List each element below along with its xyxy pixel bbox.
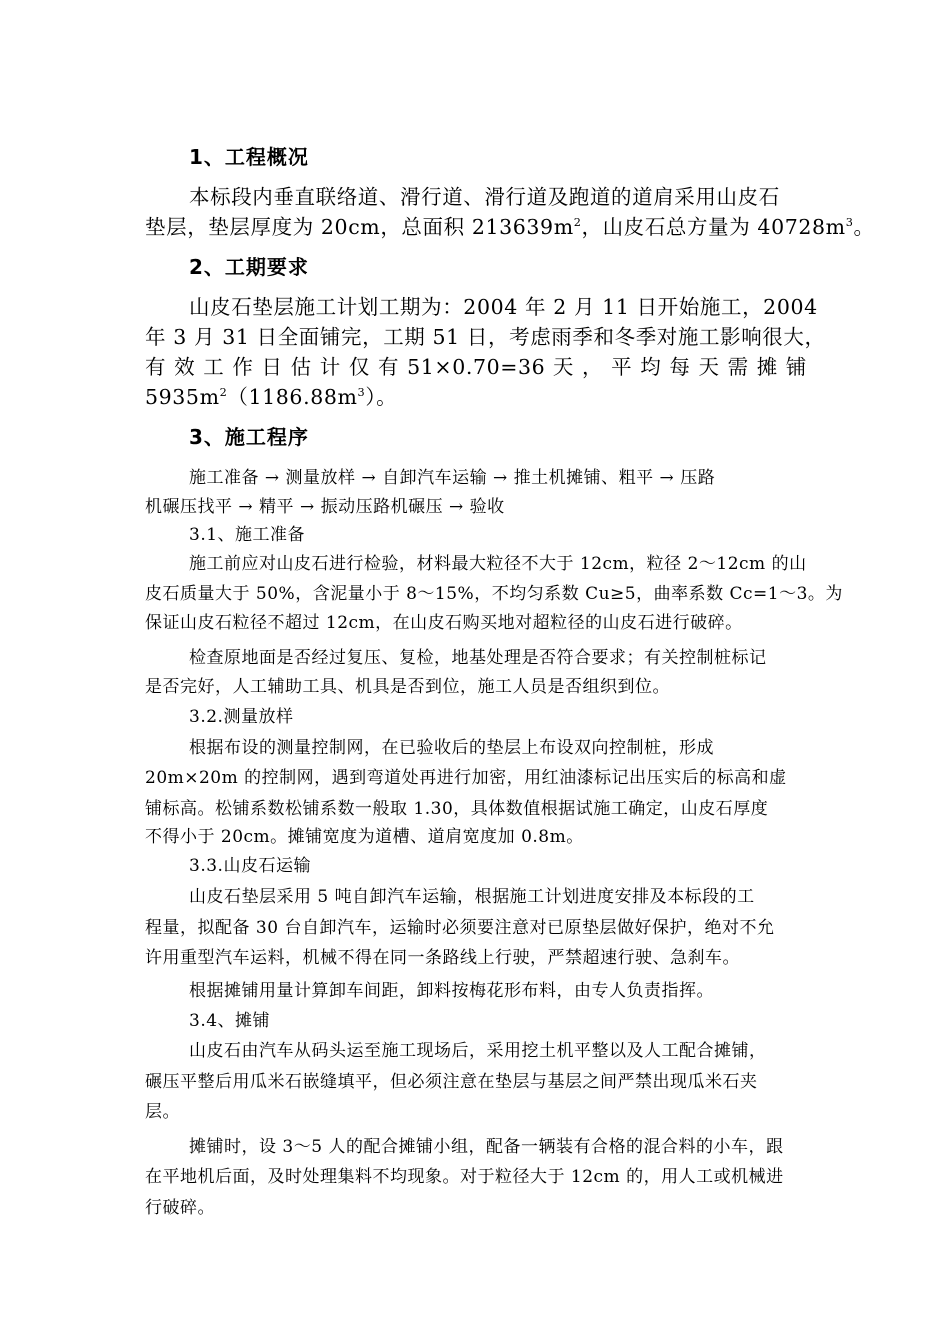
- subsection-title-spreading: 3.4、摊铺: [189, 1011, 271, 1031]
- overview-line-1: 本标段内垂直联络道、滑行道、滑行道及跑道的道肩采用山皮石: [189, 185, 780, 209]
- spreading-p2-line-2: 在平地机后面，及时处理集料不均现象。对于粒径大于 12cm 的，用人工或机械进: [145, 1167, 784, 1187]
- preparation-p1-line-1: 施工前应对山皮石进行检验，材料最大粒径不大于 12cm，粒径 2～12cm 的山: [189, 554, 807, 574]
- spreading-p1-line-1: 山皮石由汽车从码头运至施工现场后，采用挖土机平整以及人工配合摊铺，: [189, 1041, 767, 1061]
- subsection-title-transport: 3.3.山皮石运输: [189, 856, 311, 876]
- survey-p1-line-1: 根据布设的测量控制网，在已验收后的垫层上布设双向控制桩，形成: [189, 738, 714, 758]
- section-heading-schedule: 2、工期要求: [189, 255, 309, 279]
- spreading-p2-line-3: 行破碎。: [145, 1198, 215, 1218]
- procedure-flow-line-2: 机碾压找平 → 精平 → 振动压路机碾压 → 验收: [145, 497, 505, 517]
- schedule-line-2: 年 3 月 31 日全面铺完，工期 51 日，考虑雨季和冬季对施工影响很大，: [145, 325, 826, 349]
- survey-p1-line-4: 不得小于 20cm。摊铺宽度为道槽、道肩宽度加 0.8m。: [145, 827, 584, 847]
- transport-p1-line-2: 程量，拟配备 30 台自卸汽车，运输时必须要注意对已原垫层做好保护，绝对不允: [145, 918, 775, 938]
- section-heading-overview: 1、工程概况: [189, 145, 309, 169]
- preparation-p1-line-3: 保证山皮石粒径不超过 12cm，在山皮石购买地对超粒径的山皮石进行破碎。: [145, 613, 743, 633]
- preparation-p1-line-2: 皮石质量大于 50%，含泥量小于 8～15%，不均匀系数 Cu≥5，曲率系数 Cc=1～3。为: [145, 584, 843, 604]
- schedule-line-4: $5935m^2(1186.88m^3)$。: [145, 385, 398, 409]
- schedule-line-3: 有 效 工 作 日 估 计 仅 有 51×0.70=36 天 ， 平 均 每 天 需 摊 铺: [145, 355, 807, 379]
- schedule-line-1: 山皮石垫层施工计划工期为：2004 年 2 月 11 日开始施工，2004: [189, 295, 818, 319]
- spreading-p2-line-1: 摊铺时，设 3～5 人的配合摊铺小组，配备一辆装有合格的混合料的小车，跟: [189, 1137, 784, 1157]
- preparation-p2-line-2: 是否完好，人工辅助工具、机具是否到位，施工人员是否组织到位。: [145, 677, 670, 697]
- transport-p1-line-3: 许用重型汽车运料，机械不得在同一条路线上行驶，严禁超速行驶、急刹车。: [145, 948, 740, 968]
- transport-p1-line-1: 山皮石垫层采用 5 吨自卸汽车运输，根据施工计划进度安排及本标段的工: [189, 887, 755, 907]
- spreading-p1-line-3: 层。: [145, 1102, 180, 1122]
- section-heading-procedure: 3、施工程序: [189, 425, 309, 449]
- spreading-p1-line-2: 碾压平整后用瓜米石嵌缝填平，但必须注意在垫层与基层之间严禁出现瓜米石夹: [145, 1072, 758, 1092]
- survey-p1-line-2: 20m×20m 的控制网，遇到弯道处再进行加密，用红油漆标记出压实后的标高和虚: [145, 768, 787, 788]
- subsection-title-survey: 3.2.测量放样: [189, 707, 294, 727]
- subsection-title-preparation: 3.1、施工准备: [189, 525, 306, 545]
- preparation-p2-line-1: 检查原地面是否经过复压、复检，地基处理是否符合要求；有关控制桩标记: [189, 648, 767, 668]
- transport-p2-line-1: 根据摊铺用量计算卸车间距，卸料按梅花形布料，由专人负责指挥。: [189, 981, 714, 1001]
- overview-line-2: 垫层，垫层厚度为 20cm，总面积 $213639m^2$，山皮石总方量为 $40728m^3$。: [145, 215, 875, 239]
- survey-p1-line-3: 铺标高。松铺系数松铺系数一般取 1.30，具体数值根据试施工确定，山皮石厚度: [145, 799, 769, 819]
- procedure-flow-line-1: 施工准备 → 测量放样 → 自卸汽车运输 → 推土机摊铺、粗平 → 压路: [189, 468, 716, 488]
